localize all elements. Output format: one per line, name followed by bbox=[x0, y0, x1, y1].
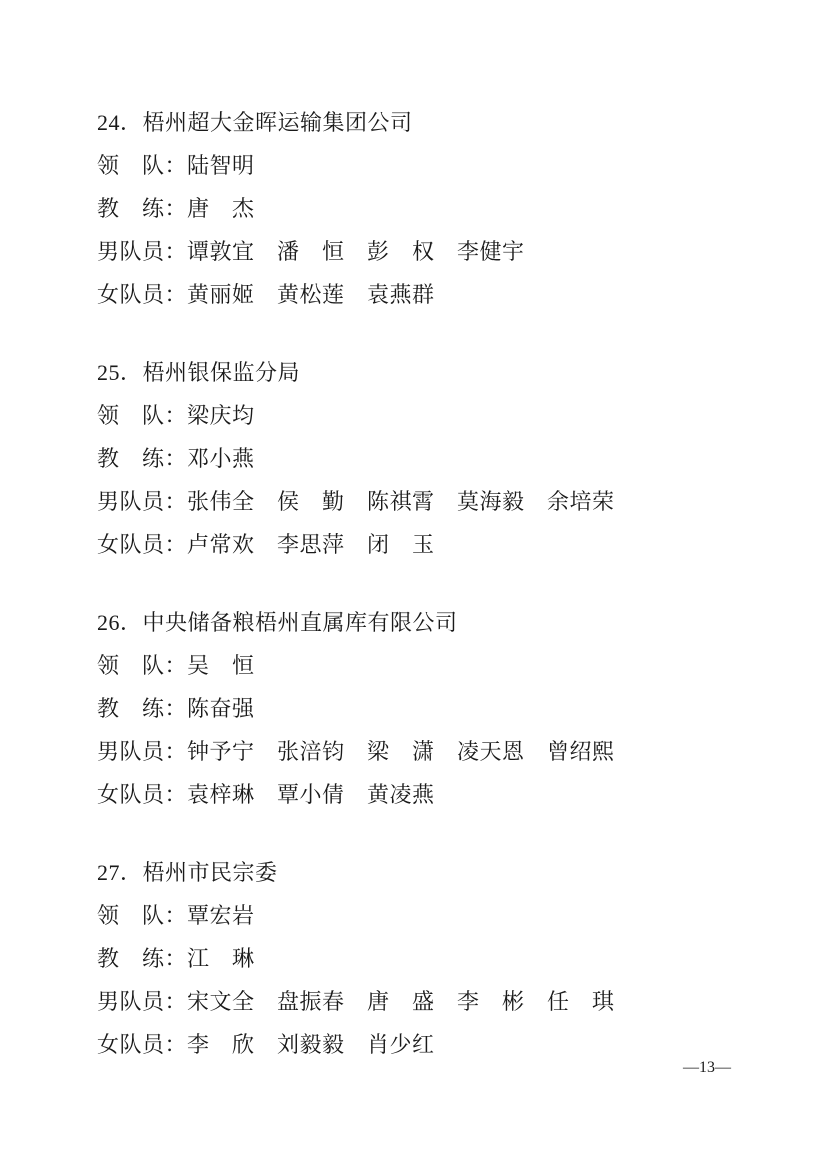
row-value: 袁梓琳 覃小倩 黄凌燕 bbox=[187, 782, 435, 807]
row-value: 吴 恒 bbox=[187, 653, 255, 678]
row-label: 教 练： bbox=[97, 946, 188, 971]
team-title: 27．梧州市民宗委 bbox=[97, 860, 278, 885]
row-label: 女队员： bbox=[97, 532, 188, 557]
row-value: 卢常欢 李思萍 闭 玉 bbox=[187, 532, 435, 557]
page-number: —13— bbox=[683, 1059, 731, 1076]
row-value: 谭敦宜 潘 恒 彭 权 李健宇 bbox=[187, 239, 525, 264]
team-section bbox=[97, 351, 737, 566]
row-value: 钟予宁 张涪钧 梁 潇 凌天恩 曾绍熙 bbox=[187, 739, 615, 764]
team-row-leader bbox=[97, 144, 737, 187]
row-label: 教 练： bbox=[97, 696, 188, 721]
row-label: 女队员： bbox=[97, 282, 188, 307]
team-section bbox=[97, 851, 737, 1066]
team-row-leader bbox=[97, 394, 737, 437]
row-label: 教 练： bbox=[97, 446, 188, 471]
team-row-coach bbox=[97, 437, 737, 480]
team-row-male-members bbox=[97, 980, 737, 1023]
team-row-leader bbox=[97, 894, 737, 937]
row-label: 男队员： bbox=[97, 989, 188, 1014]
team-row-male-members bbox=[97, 230, 737, 273]
team-title: 26．中央储备粮梧州直属库有限公司 bbox=[97, 610, 458, 635]
row-label: 领 队： bbox=[97, 153, 188, 178]
team-row-female-members bbox=[97, 523, 737, 566]
team-row-coach bbox=[97, 687, 737, 730]
row-value: 江 琳 bbox=[187, 946, 255, 971]
row-label: 男队员： bbox=[97, 739, 188, 764]
row-label: 男队员： bbox=[97, 239, 188, 264]
team-title: 24．梧州超大金晖运输集团公司 bbox=[97, 110, 413, 135]
row-label: 领 队： bbox=[97, 653, 188, 678]
page-content bbox=[97, 101, 737, 1066]
team-row-female-members bbox=[97, 1023, 737, 1066]
row-label: 女队员： bbox=[97, 782, 188, 807]
row-label: 教 练： bbox=[97, 196, 188, 221]
team-row-female-members bbox=[97, 273, 737, 316]
row-value: 邓小燕 bbox=[187, 446, 255, 471]
row-value: 覃宏岩 bbox=[187, 903, 255, 928]
row-value: 陆智明 bbox=[187, 153, 255, 178]
row-label: 领 队： bbox=[97, 903, 188, 928]
row-value: 陈奋强 bbox=[187, 696, 255, 721]
row-value: 梁庆均 bbox=[187, 403, 255, 428]
row-value: 唐 杰 bbox=[187, 196, 255, 221]
row-value: 黄丽姬 黄松莲 袁燕群 bbox=[187, 282, 435, 307]
team-row-male-members bbox=[97, 480, 737, 523]
team-title: 25．梧州银保监分局 bbox=[97, 360, 301, 385]
row-value: 张伟全 侯 勤 陈祺霄 莫海毅 余培荣 bbox=[187, 489, 615, 514]
team-section bbox=[97, 101, 737, 316]
team-row-coach bbox=[97, 187, 737, 230]
team-row-female-members bbox=[97, 773, 737, 816]
row-label: 领 队： bbox=[97, 403, 188, 428]
row-label: 女队员： bbox=[97, 1032, 188, 1057]
row-value: 宋文全 盘振春 唐 盛 李 彬 任 琪 bbox=[187, 989, 615, 1014]
team-row-coach bbox=[97, 937, 737, 980]
row-value: 李 欣 刘毅毅 肖少红 bbox=[187, 1032, 435, 1057]
team-row-leader bbox=[97, 644, 737, 687]
row-label: 男队员： bbox=[97, 489, 188, 514]
team-section bbox=[97, 601, 737, 816]
team-row-male-members bbox=[97, 730, 737, 773]
